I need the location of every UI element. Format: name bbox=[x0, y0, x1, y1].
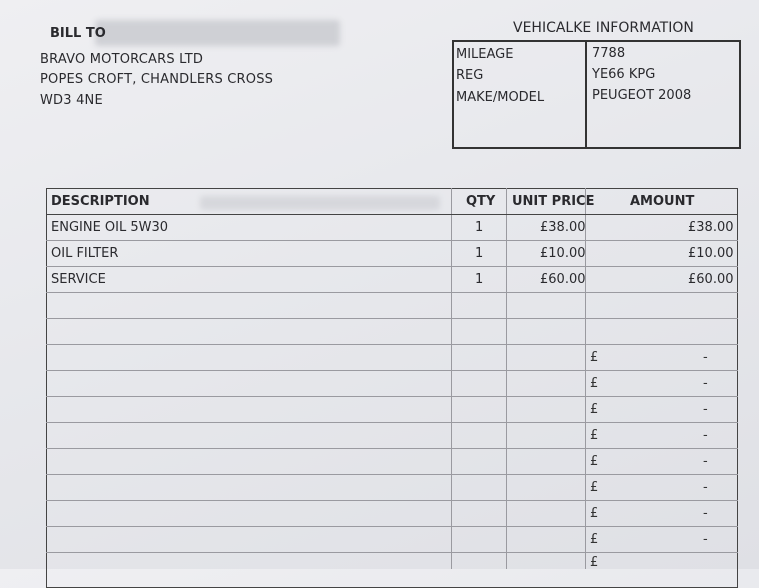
row-description: OIL FILTER bbox=[51, 246, 119, 261]
row-divider bbox=[46, 500, 738, 501]
currency-symbol: £ bbox=[590, 428, 599, 443]
blank-amount-dash: - bbox=[703, 350, 708, 365]
invoice-table bbox=[46, 188, 738, 588]
row-unit-price: £60.00 bbox=[540, 272, 586, 287]
currency-symbol: £ bbox=[590, 350, 599, 365]
row-divider bbox=[46, 396, 738, 397]
blank-amount-dash: - bbox=[703, 480, 708, 495]
blank-amount-dash: - bbox=[703, 402, 708, 417]
row-divider bbox=[46, 318, 738, 319]
row-divider bbox=[46, 448, 738, 449]
row-description: ENGINE OIL 5W30 bbox=[51, 220, 169, 235]
column-divider bbox=[506, 188, 507, 569]
blank-amount-dash: - bbox=[703, 428, 708, 443]
bill-to-line: BRAVO MOTORCARS LTD bbox=[40, 52, 204, 67]
row-divider bbox=[46, 552, 738, 553]
row-divider bbox=[46, 292, 738, 293]
vehicle-field-label: MILEAGE bbox=[456, 47, 514, 62]
vehicle-field-value: PEUGEOT 2008 bbox=[592, 88, 692, 103]
row-divider bbox=[46, 240, 738, 241]
row-divider bbox=[46, 422, 738, 423]
vehicle-info-title: VEHICALKE INFORMATION bbox=[513, 20, 694, 36]
currency-symbol: £ bbox=[590, 555, 599, 570]
bill-to-line: WD3 4NE bbox=[40, 93, 103, 108]
bill-to-line: POPES CROFT, CHANDLERS CROSS bbox=[40, 72, 274, 87]
row-unit-price: £10.00 bbox=[540, 246, 586, 261]
column-header-unit-price: UNIT PRICE bbox=[512, 194, 595, 209]
vehicle-field-value: YE66 KPG bbox=[592, 67, 656, 82]
blank-amount-dash: - bbox=[703, 532, 708, 547]
row-divider bbox=[46, 266, 738, 267]
column-header-qty: QTY bbox=[466, 194, 496, 209]
currency-symbol: £ bbox=[590, 376, 599, 391]
row-qty: 1 bbox=[475, 220, 484, 235]
currency-symbol: £ bbox=[590, 506, 599, 521]
row-qty: 1 bbox=[475, 272, 484, 287]
currency-symbol: £ bbox=[590, 402, 599, 417]
column-header-description: DESCRIPTION bbox=[51, 194, 150, 209]
currency-symbol: £ bbox=[590, 454, 599, 469]
row-divider bbox=[46, 370, 738, 371]
currency-symbol: £ bbox=[590, 532, 599, 547]
row-amount: £60.00 bbox=[688, 272, 734, 287]
vehicle-field-label: MAKE/MODEL bbox=[456, 90, 545, 105]
column-header-amount: AMOUNT bbox=[630, 194, 695, 209]
row-unit-price: £38.00 bbox=[540, 220, 586, 235]
redacted-region bbox=[95, 20, 340, 46]
vehicle-field-label: REG bbox=[456, 68, 484, 83]
row-amount: £38.00 bbox=[688, 220, 734, 235]
row-divider bbox=[46, 526, 738, 527]
blank-amount-dash: - bbox=[703, 454, 708, 469]
row-qty: 1 bbox=[475, 246, 484, 261]
blank-amount-dash: - bbox=[703, 376, 708, 391]
blank-amount-dash: - bbox=[703, 506, 708, 521]
column-divider bbox=[451, 188, 452, 569]
header-divider bbox=[46, 214, 738, 215]
row-divider bbox=[46, 344, 738, 345]
currency-symbol: £ bbox=[590, 480, 599, 495]
row-amount: £10.00 bbox=[688, 246, 734, 261]
bill-to-title: BILL TO bbox=[50, 26, 106, 41]
row-divider bbox=[46, 474, 738, 475]
vehicle-field-value: 7788 bbox=[592, 46, 626, 61]
vehicle-info-divider bbox=[585, 40, 587, 149]
row-description: SERVICE bbox=[51, 272, 106, 287]
